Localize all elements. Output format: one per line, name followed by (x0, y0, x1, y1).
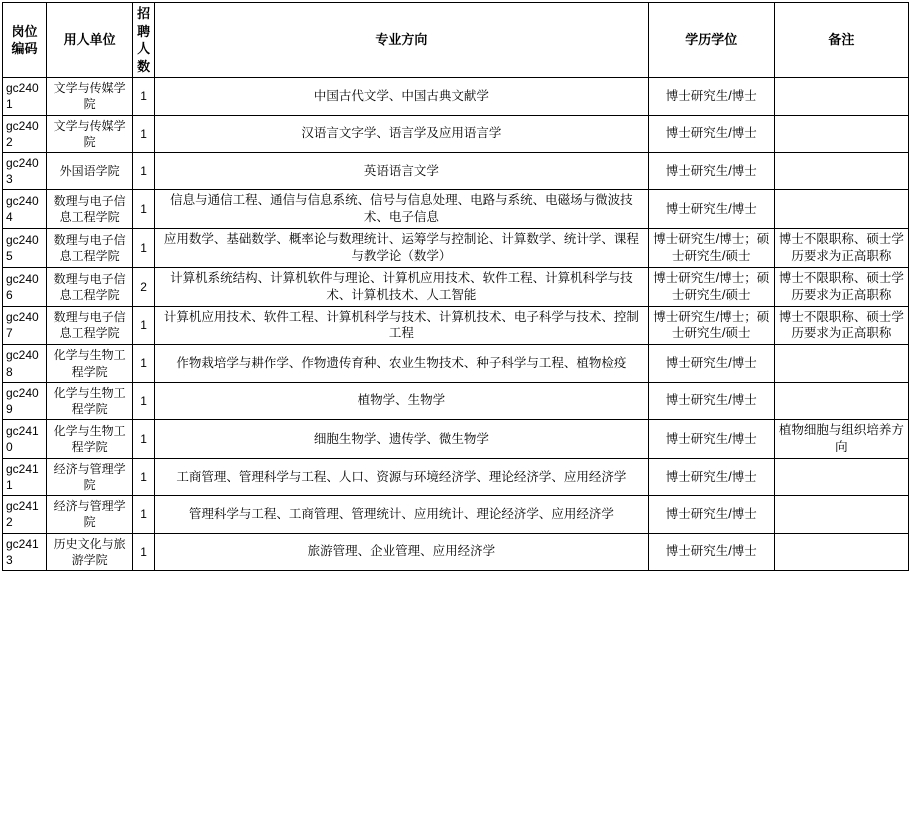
cell-remarks (774, 190, 908, 229)
cell-employer: 数理与电子信息工程学院 (47, 190, 133, 229)
recruitment-positions-table (2, 2, 909, 571)
cell-remarks: 植物细胞与组织培养方向 (774, 420, 908, 459)
column-header-remarks: 备注 (774, 3, 908, 78)
table-row (3, 78, 909, 115)
cell-headcount: 1 (133, 382, 155, 419)
cell-headcount: 1 (133, 190, 155, 229)
cell-education: 博士研究生/博士；硕士研究生/硕士 (648, 229, 774, 268)
cell-remarks (774, 78, 908, 115)
cell-headcount: 1 (133, 78, 155, 115)
table-header-row (3, 3, 909, 78)
cell-remarks (774, 533, 908, 570)
cell-job-code: gc2411 (3, 458, 47, 495)
cell-education: 博士研究生/博士 (648, 115, 774, 152)
cell-education: 博士研究生/博士；硕士研究生/硕士 (648, 267, 774, 306)
cell-remarks (774, 382, 908, 419)
cell-headcount: 1 (133, 496, 155, 533)
cell-employer: 数理与电子信息工程学院 (47, 229, 133, 268)
column-header-education: 学历学位 (648, 3, 774, 78)
cell-education: 博士研究生/博士 (648, 190, 774, 229)
cell-employer: 化学与生物工程学院 (47, 382, 133, 419)
cell-job-code: gc2402 (3, 115, 47, 152)
cell-education: 博士研究生/博士 (648, 420, 774, 459)
cell-job-code: gc2401 (3, 78, 47, 115)
cell-job-code: gc2410 (3, 420, 47, 459)
cell-headcount: 1 (133, 420, 155, 459)
cell-education: 博士研究生/博士 (648, 496, 774, 533)
cell-employer: 化学与生物工程学院 (47, 345, 133, 382)
cell-employer: 数理与电子信息工程学院 (47, 306, 133, 345)
table-row (3, 382, 909, 419)
cell-employer: 文学与传媒学院 (47, 115, 133, 152)
cell-major: 计算机系统结构、计算机软件与理论、计算机应用技术、软件工程、计算机科学与技术、计算机技术、人工智能 (155, 267, 649, 306)
table-row (3, 229, 909, 268)
cell-headcount: 1 (133, 115, 155, 152)
cell-education: 博士研究生/博士 (648, 382, 774, 419)
cell-headcount: 1 (133, 229, 155, 268)
cell-major: 工商管理、管理科学与工程、人口、资源与环境经济学、理论经济学、应用经济学 (155, 458, 649, 495)
cell-employer: 经济与管理学院 (47, 458, 133, 495)
cell-headcount: 1 (133, 306, 155, 345)
cell-remarks (774, 458, 908, 495)
cell-major: 信息与通信工程、通信与信息系统、信号与信息处理、电路与系统、电磁场与微波技术、电子信息 (155, 190, 649, 229)
cell-headcount: 1 (133, 458, 155, 495)
table-row (3, 306, 909, 345)
cell-employer: 历史文化与旅游学院 (47, 533, 133, 570)
cell-major: 中国古代文学、中国古典文献学 (155, 78, 649, 115)
cell-employer: 数理与电子信息工程学院 (47, 267, 133, 306)
cell-job-code: gc2404 (3, 190, 47, 229)
table-row (3, 115, 909, 152)
table-row (3, 496, 909, 533)
cell-headcount: 2 (133, 267, 155, 306)
cell-employer: 化学与生物工程学院 (47, 420, 133, 459)
column-header-major: 专业方向 (155, 3, 649, 78)
cell-remarks (774, 115, 908, 152)
cell-headcount: 1 (133, 345, 155, 382)
cell-remarks (774, 152, 908, 189)
cell-major: 应用数学、基础数学、概率论与数理统计、运筹学与控制论、计算数学、统计学、课程与教学论（数学） (155, 229, 649, 268)
cell-job-code: gc2407 (3, 306, 47, 345)
table-body (3, 78, 909, 571)
cell-major: 旅游管理、企业管理、应用经济学 (155, 533, 649, 570)
cell-education: 博士研究生/博士 (648, 345, 774, 382)
cell-major: 管理科学与工程、工商管理、管理统计、应用统计、理论经济学、应用经济学 (155, 496, 649, 533)
cell-job-code: gc2408 (3, 345, 47, 382)
cell-job-code: gc2412 (3, 496, 47, 533)
cell-job-code: gc2413 (3, 533, 47, 570)
cell-major: 计算机应用技术、软件工程、计算机科学与技术、计算机技术、电子科学与技术、控制工程 (155, 306, 649, 345)
column-header-employer: 用人单位 (47, 3, 133, 78)
cell-education: 博士研究生/博士 (648, 152, 774, 189)
cell-major: 细胞生物学、遗传学、微生物学 (155, 420, 649, 459)
cell-employer: 经济与管理学院 (47, 496, 133, 533)
cell-education: 博士研究生/博士；硕士研究生/硕士 (648, 306, 774, 345)
table-row (3, 420, 909, 459)
column-header-job-code: 岗位编码 (3, 3, 47, 78)
cell-remarks: 博士不限职称、硕士学历要求为正高职称 (774, 267, 908, 306)
cell-major: 植物学、生物学 (155, 382, 649, 419)
cell-education: 博士研究生/博士 (648, 78, 774, 115)
cell-major: 作物栽培学与耕作学、作物遗传育种、农业生物技术、种子科学与工程、植物检疫 (155, 345, 649, 382)
cell-education: 博士研究生/博士 (648, 533, 774, 570)
table-row (3, 267, 909, 306)
table-row (3, 345, 909, 382)
table-row (3, 152, 909, 189)
cell-job-code: gc2406 (3, 267, 47, 306)
column-header-headcount: 招聘人数 (133, 3, 155, 78)
cell-job-code: gc2403 (3, 152, 47, 189)
table-row (3, 190, 909, 229)
cell-employer: 文学与传媒学院 (47, 78, 133, 115)
cell-remarks: 博士不限职称、硕士学历要求为正高职称 (774, 306, 908, 345)
cell-remarks (774, 345, 908, 382)
cell-headcount: 1 (133, 152, 155, 189)
cell-employer: 外国语学院 (47, 152, 133, 189)
cell-education: 博士研究生/博士 (648, 458, 774, 495)
cell-major: 汉语言文字学、语言学及应用语言学 (155, 115, 649, 152)
cell-remarks: 博士不限职称、硕士学历要求为正高职称 (774, 229, 908, 268)
cell-remarks (774, 496, 908, 533)
cell-job-code: gc2405 (3, 229, 47, 268)
cell-job-code: gc2409 (3, 382, 47, 419)
cell-major: 英语语言文学 (155, 152, 649, 189)
table-row (3, 533, 909, 570)
cell-headcount: 1 (133, 533, 155, 570)
table-row (3, 458, 909, 495)
